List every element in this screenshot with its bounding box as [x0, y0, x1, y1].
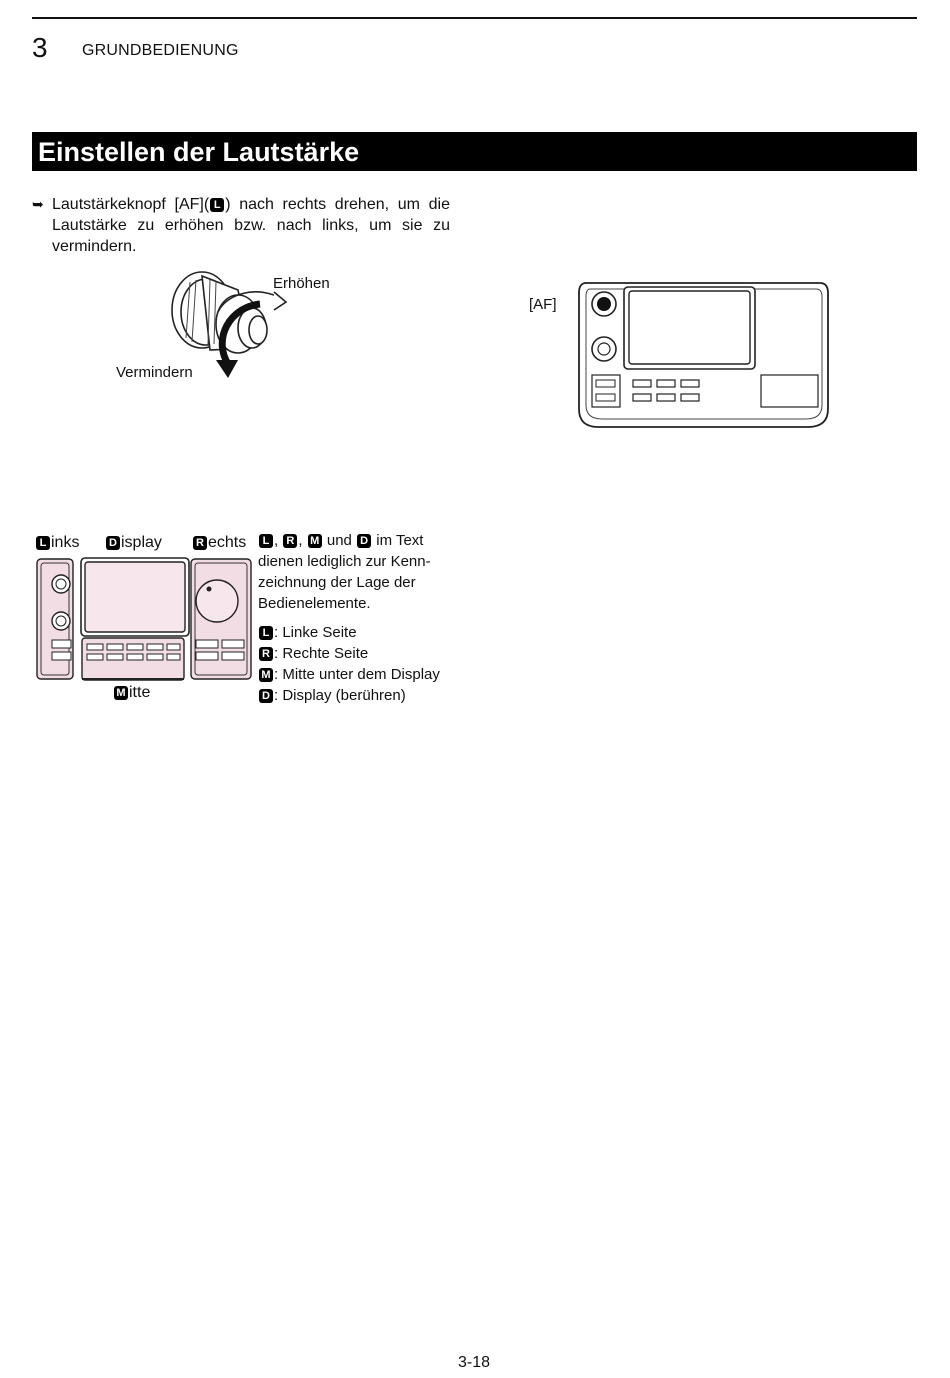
page-number: 3-18	[458, 1354, 491, 1371]
key-badge-d: D	[357, 534, 371, 548]
key-badge-r: R	[193, 536, 207, 550]
mitte-label: M itte	[113, 684, 150, 702]
decrease-label: Vermindern	[116, 364, 193, 381]
key-legend	[258, 622, 440, 706]
instruction-text: Lautstärkeknopf [AF]( L ) nach rechts drehen, um die Lautstärke zu erhöhen bzw. nach links, um sie zu vermindern.	[52, 196, 450, 255]
section-title: Einstellen der Lautstärke	[32, 132, 917, 171]
key-badge-l: L	[36, 536, 50, 550]
key-badge-r: R	[283, 534, 297, 548]
bullet-arrow-icon: ➥	[32, 196, 44, 212]
key-note: L , R , M und D im Text dienen lediglich zur Kennzeichnung der Lage der Bedienelemente.	[258, 532, 431, 612]
header-rule	[32, 17, 917, 19]
instruction-bullet	[32, 194, 450, 257]
key-badge-l: L	[259, 534, 273, 548]
links-label: L inks	[35, 534, 79, 552]
radio-front-illustration	[576, 281, 834, 431]
key-badge-m: M	[308, 534, 322, 548]
legend-item: L : Linke Seite	[258, 622, 440, 643]
key-badge-d: D	[106, 536, 120, 550]
chapter-title: GRUNDBEDIENUNG	[82, 42, 239, 59]
legend-item: R : Rechte Seite	[258, 643, 440, 664]
display-label: D isplay	[105, 534, 162, 552]
key-badge-l: L	[259, 626, 273, 640]
key-badge-m: M	[259, 668, 273, 682]
chapter-number: 3	[32, 32, 48, 63]
increase-label: Erhöhen	[273, 275, 330, 292]
rechts-label: R echts	[192, 534, 246, 552]
key-badge-m: M	[114, 686, 128, 700]
panel-location-illustration	[34, 556, 254, 684]
key-badge-d: D	[259, 689, 273, 703]
legend-item: D : Display (berühren)	[258, 685, 440, 706]
key-badge-r: R	[259, 647, 273, 661]
af-label: [AF]	[529, 296, 557, 313]
legend-item: M : Mitte unter dem Display	[258, 664, 440, 685]
key-badge-l: L	[210, 198, 224, 212]
